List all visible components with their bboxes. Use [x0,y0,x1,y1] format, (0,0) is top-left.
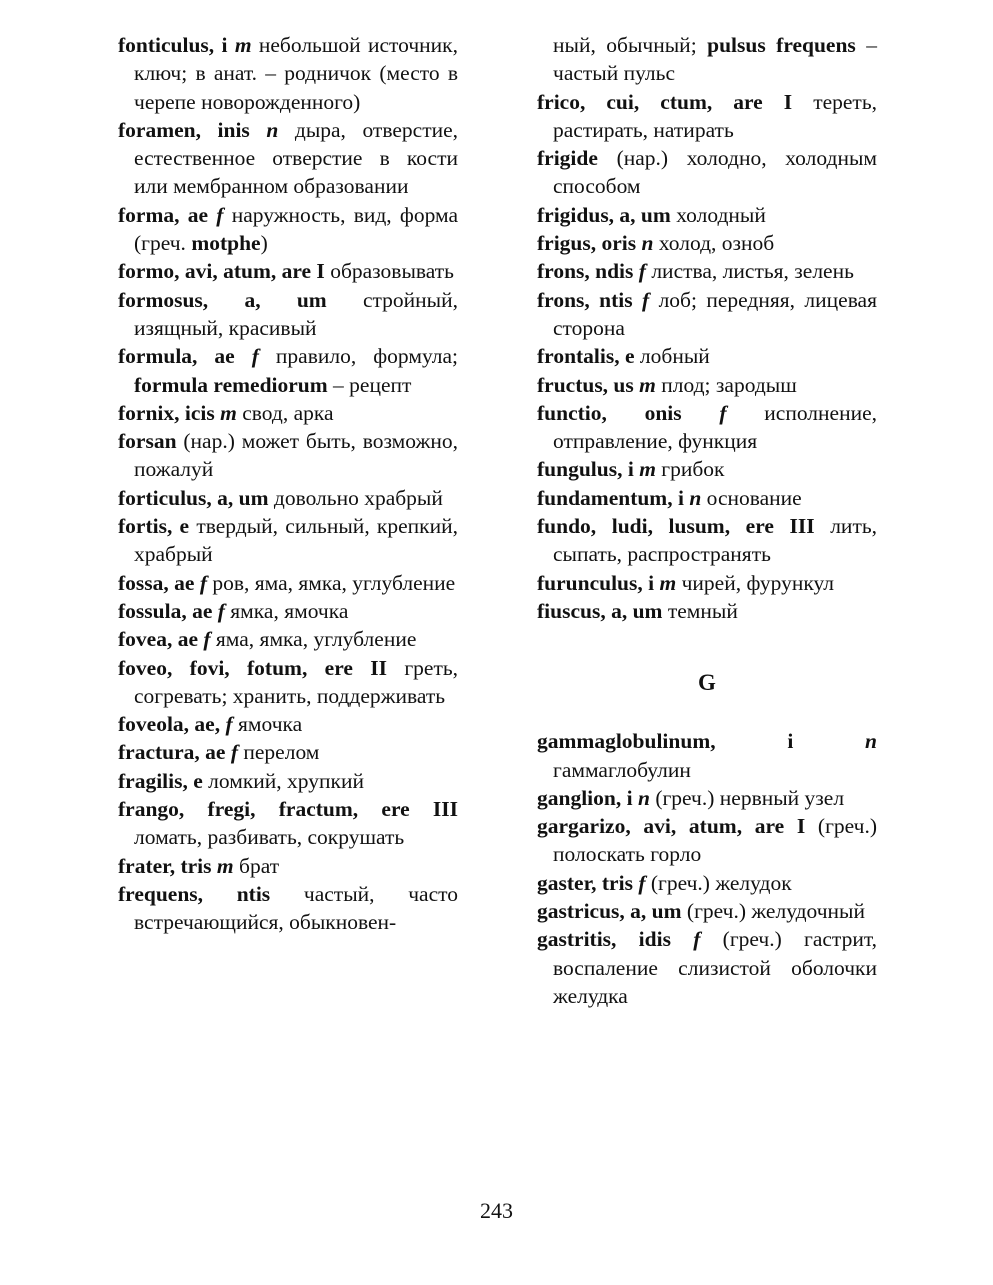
dictionary-entry [118,512,458,569]
entry-headword: frigus, oris [537,231,637,256]
right-column-top-entries [537,31,877,625]
entry-translation: – частый пульс [553,33,877,86]
entry-gender: f [230,740,238,765]
entry-definition: холодный [676,202,766,227]
dictionary-entry [118,286,458,343]
entry-headword: frico, cui, ctum, are I [537,89,793,114]
entry-definition: довольно храбрый [273,485,443,510]
entry-headword: fungulus, i [537,457,634,482]
entry-translation: ) [260,231,268,256]
dictionary-entry [537,727,877,784]
entry-headword: gammaglobulinum, i [537,729,794,754]
entry-definition: ямочка [238,712,303,737]
entry-headword: frons, ntis [537,287,633,312]
entry-definition: (греч.) желудок [650,870,792,895]
entry-gender: n [637,785,650,810]
entry-headword: frango, fregi, fractum, ere III [118,797,458,822]
entry-definition: плод; зародыш [661,372,797,397]
dictionary-entry [537,597,877,625]
entry-definition: дыра, отверстие, естественное отверстие в кости или мембранном образовании [134,117,459,199]
dictionary-entry [537,925,877,1010]
entry-headword: fossa, ae [118,570,195,595]
entry-definition: основание [706,485,802,510]
right-column-bottom-entries [537,727,877,1010]
entry-definition: холод, озноб [658,231,775,256]
entry-gender: f [225,712,233,737]
dictionary-entry [118,654,458,711]
entry-definition: тереть, растирать, натирать [553,89,877,142]
entry-headword: fundo, ludi, lusum, ere III [537,514,815,539]
entry-headword: fovea, ae [118,627,198,652]
entry-headword: foveola, ae, [118,712,221,737]
entry-headword: fundamentum, i [537,485,684,510]
dictionary-entry [118,201,458,258]
entry-definition: чирей, фурункул [681,570,835,595]
entry-headword: fornix, icis [118,400,215,425]
entry-headword: fructus, us [537,372,634,397]
entry-headword: foramen, inis [118,117,250,142]
left-column [118,31,458,937]
dictionary-entry [537,342,877,370]
entry-gender: f [199,570,207,595]
entry-definition: греть, согревать; хранить, поддерживать [134,655,459,708]
dictionary-entry [118,852,458,880]
entry-headword: formosus, a, um [118,287,327,312]
dictionary-entry [118,569,458,597]
dictionary-entry [537,784,877,812]
entry-gender: f [719,400,727,425]
dictionary-entry [118,31,458,116]
dictionary-entry [537,371,877,399]
entry-headword: frequens, ntis [118,881,271,906]
entry-definition: (нар.) холодно, холодным способом [553,146,877,199]
dictionary-entry [118,427,458,484]
dictionary-entry [537,31,877,88]
entry-headword: frater, tris [118,853,212,878]
section-letter-heading: G [698,670,716,696]
entry-gender: f [216,202,224,227]
entry-definition: твердый, сильный, крепкий, храбрый [134,514,458,567]
dictionary-entry [118,710,458,738]
entry-definition: ломкий, хрупкий [208,768,364,793]
dictionary-entry [537,484,877,512]
dictionary-entry [118,484,458,512]
entry-definition: гаммаглобулин [553,757,691,782]
entry-definition: перелом [243,740,320,765]
entry-headword: frigide [537,146,598,171]
entry-definition: наружность, вид, форма (греч. [134,202,459,256]
entry-headword: fragilis, e [118,768,203,793]
entry-gender: m [220,400,237,425]
entry-gender: n [865,729,878,754]
dictionary-entry [118,342,458,399]
entry-headword: gastritis, idis [537,927,671,952]
entry-definition: лить, сыпать, распространять [553,514,878,567]
entry-gender: f [642,287,650,312]
entry-gender: m [216,853,234,878]
entry-headword: formula, ae [118,344,235,369]
entry-gender: n [641,231,654,256]
entry-gender: m [639,457,656,482]
entry-headword: gargarizo, avi, atum, are I [537,814,806,839]
entry-headword: functio, onis [537,400,682,425]
dictionary-entry [537,897,877,925]
entry-gender: m [234,33,252,57]
entry-gender: f [638,259,646,284]
entry-definition: грибок [661,457,725,482]
entry-gender: n [689,485,702,510]
dictionary-entry [537,201,877,229]
dictionary-entry [537,812,877,869]
entry-definition: ямка, ямочка [230,598,349,623]
entry-headword: foveo, fovi, fotum, ere II [118,655,387,680]
entry-definition: лоб; передняя, лицевая сторона [553,287,877,340]
entry-headword: fractura, ae [118,740,226,765]
entry-definition: брат [239,853,280,878]
entry-gender: f [638,870,646,895]
entry-gender: f [217,598,225,623]
dictionary-entry [537,455,877,483]
entry-definition: ров, яма, ямка, углубление [212,570,456,595]
entry-latin-phrase: pulsus frequens [707,33,856,57]
entry-definition: исполнение, отправление, функция [553,400,877,454]
entry-translation: – рецепт [333,372,412,397]
dictionary-entry [118,625,458,653]
dictionary-entry [537,512,877,569]
dictionary-entry [537,88,877,145]
entry-headword: ganglion, i [537,785,633,810]
entry-definition: ный, обычный; [553,33,697,57]
entry-headword: gastricus, a, um [537,899,682,924]
entry-definition: (греч.) нервный узел [655,785,845,810]
entry-headword: fonticulus, i [118,33,228,57]
dictionary-entry [118,880,458,937]
dictionary-entry [118,738,458,766]
dictionary-entry [537,286,877,343]
entry-definition: (греч.) гастрит, воспаление слизистой оболочки желудка [553,927,877,1008]
entry-headword: furunculus, i [537,570,655,595]
dictionary-entry [537,569,877,597]
right-column [537,31,877,1010]
entry-definition: яма, ямка, углубление [215,627,417,652]
entry-headword: fossula, ae [118,598,213,623]
dictionary-entry [537,144,877,201]
entry-gender: f [693,927,701,952]
entry-headword: frontalis, e [537,344,635,369]
dictionary-entry [118,116,458,201]
entry-definition: свод, арка [242,400,334,425]
dictionary-entry [537,257,877,285]
entry-definition: небольшой источник, ключ; в анат. – родничок (место в черепе новорожденного) [134,33,458,114]
entry-headword: forticulus, a, um [118,485,269,510]
entry-definition: листва, листья, зелень [651,259,854,284]
entry-definition: правило, формула; [275,344,459,369]
entry-gender: m [639,372,656,397]
dictionary-entry [118,257,458,285]
entry-headword: frons, ndis [537,259,634,284]
entry-headword: formo, avi, atum, are I [118,259,325,284]
entry-latin-phrase: formula remediorum [134,372,328,397]
entry-definition: лобный [639,344,710,369]
dictionary-entry [537,869,877,897]
entry-definition: ломать, разбивать, сокрушать [134,825,405,850]
entry-headword: fiuscus, a, um [537,598,663,623]
entry-gender: f [203,627,211,652]
dictionary-entry [118,767,458,795]
dictionary-entry [118,795,458,852]
entry-headword: frigidus, a, um [537,202,671,227]
dictionary-entry [118,399,458,427]
entry-gender: n [266,117,279,142]
entry-definition: (греч.) полоскать горло [553,814,877,867]
entry-definition: (нар.) может быть, возможно, пожалуй [134,429,458,482]
page-number: 243 [480,1198,513,1223]
entry-headword: gaster, tris [537,870,633,895]
entry-headword: forma, ae [118,202,209,227]
entry-headword: forsan [118,429,177,454]
entry-definition: стройный, изящный, красивый [134,287,459,340]
entry-latin-phrase: motphe [191,231,261,256]
dictionary-entry [118,597,458,625]
dictionary-entry [537,399,877,456]
entry-definition: темный [667,598,738,623]
dictionary-entry [537,229,877,257]
entry-definition: (греч.) желудочный [686,899,866,924]
entry-gender: f [251,344,259,369]
entry-headword: fortis, e [118,514,190,539]
entry-gender: m [659,570,677,595]
entry-definition: частый, часто встречающийся, обыкновен- [134,881,458,935]
entry-definition: образовывать [330,259,454,284]
